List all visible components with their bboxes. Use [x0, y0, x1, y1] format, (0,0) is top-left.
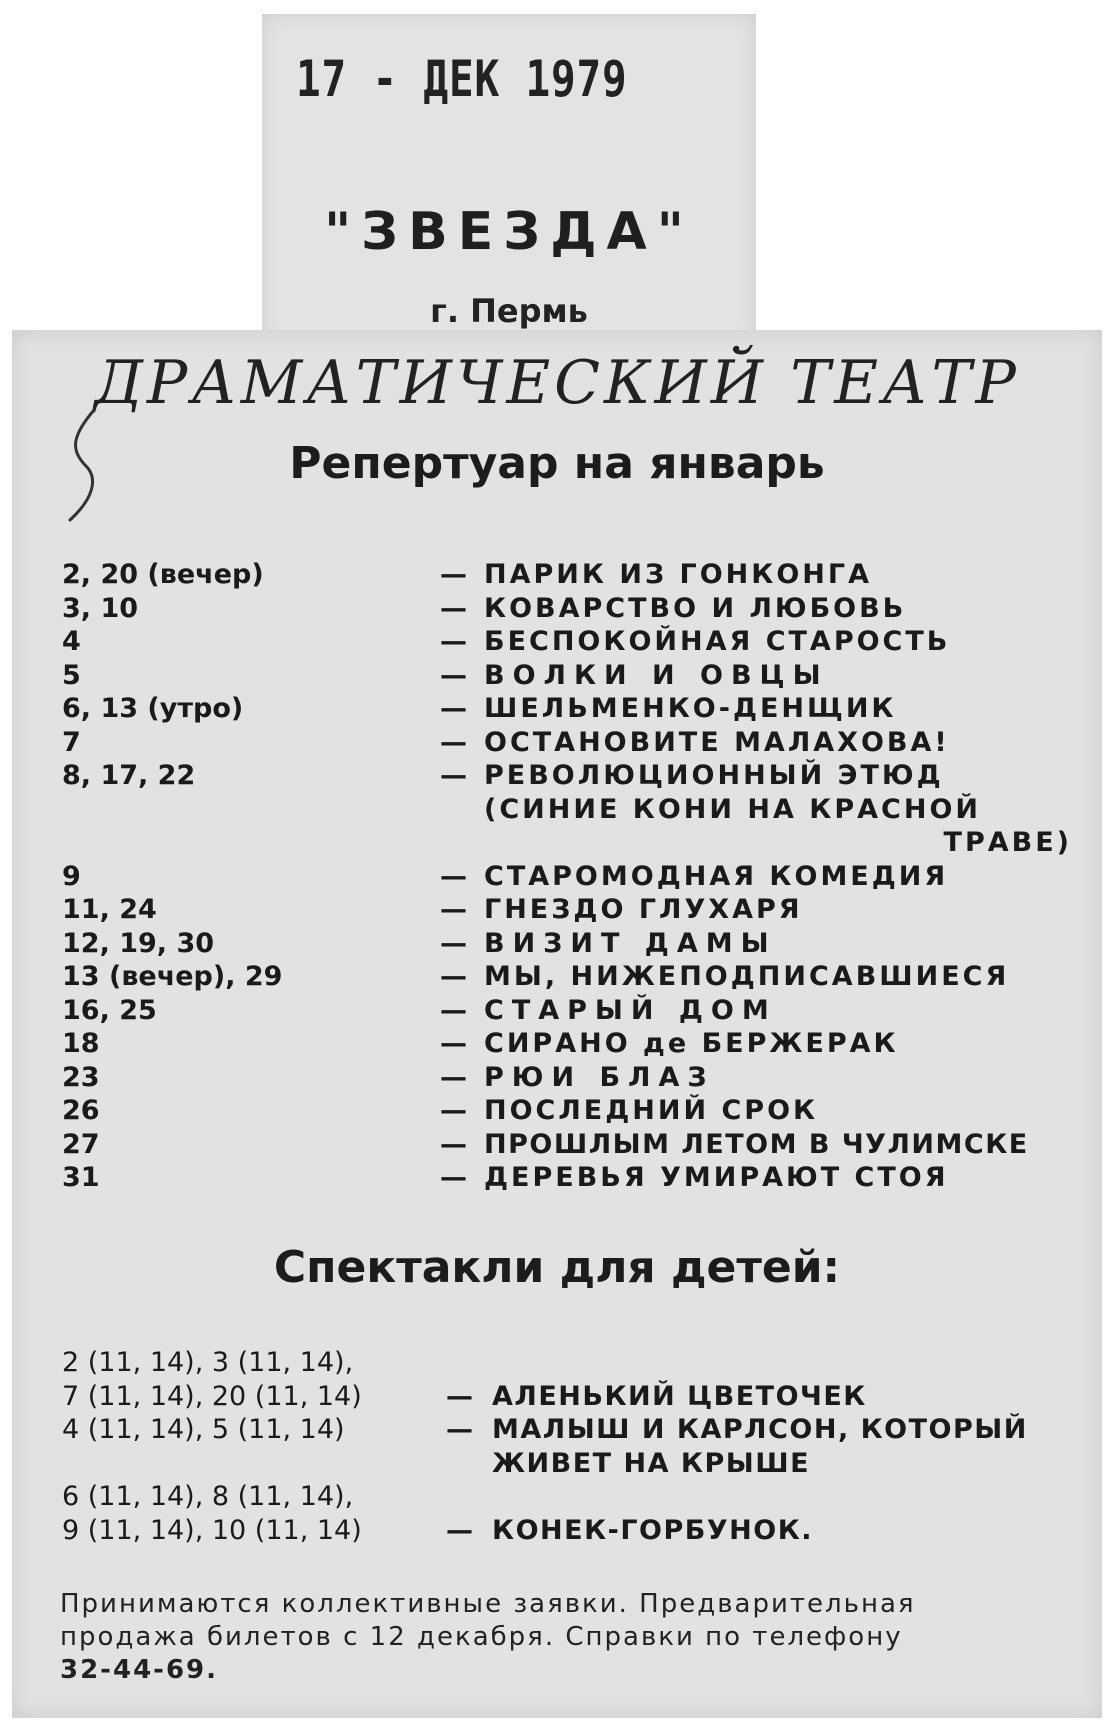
theatre-name: ДРАМАТИЧЕСКИЙ ТЕАТР — [94, 348, 1020, 418]
dash: — — [440, 559, 467, 590]
list-item — [52, 1161, 1072, 1195]
list-item — [52, 1027, 1072, 1061]
theatre-clipping — [12, 330, 1102, 1718]
children-title: Спектакли для детей: — [273, 1242, 841, 1293]
dash: — — [440, 693, 467, 724]
notice-line: Принимаются коллективные заявки. Предварительная — [60, 1589, 916, 1619]
dash: — — [440, 860, 467, 892]
dash: — — [440, 1061, 467, 1093]
list-item — [52, 1514, 1072, 1548]
children-performances-list — [52, 1346, 1072, 1547]
performance-dates: 11, 24 — [62, 894, 157, 925]
list-item — [52, 793, 1072, 827]
dash: — — [440, 659, 467, 691]
play-title-continued: ТРАВЕ) — [943, 827, 1072, 858]
list-item — [52, 625, 1072, 659]
performance-dates: 6 (11, 14), 8 (11, 14), — [62, 1481, 354, 1512]
performance-dates: 2, 20 (вечер) — [62, 559, 264, 590]
play-title: РЕВОЛЮЦИОННЫЙ ЭТЮД — [484, 760, 944, 791]
performance-dates: 5 — [62, 659, 81, 691]
list-item — [52, 860, 1072, 894]
dash: — — [440, 961, 467, 992]
dash: — — [440, 1028, 467, 1059]
performance-dates: 7 — [62, 726, 81, 758]
list-item — [52, 927, 1072, 961]
play-title: СИРАНО де БЕРЖЕРАК — [484, 1028, 899, 1059]
dash: — — [440, 1128, 467, 1160]
list-item — [52, 558, 1072, 592]
list-item — [52, 893, 1072, 927]
play-title-continued: ЖИВЕТ НА КРЫШЕ — [492, 1447, 811, 1479]
list-item — [52, 692, 1072, 726]
performance-dates: 27 — [62, 1128, 100, 1160]
newspaper-stamp — [262, 14, 756, 346]
performance-dates: 9 (11, 14), 10 (11, 14) — [62, 1514, 362, 1546]
list-item — [52, 759, 1072, 793]
dash: — — [446, 1414, 473, 1445]
dash: — — [440, 1095, 467, 1126]
stamp-newspaper-name: "ЗВЕЗДА" — [324, 202, 694, 262]
performance-dates: 12, 19, 30 — [62, 927, 215, 959]
play-title: ПАРИК ИЗ ГОНКОНГА — [484, 559, 872, 590]
list-item — [52, 1413, 1072, 1447]
list-item — [52, 1346, 1072, 1380]
play-title: РЮИ БЛАЗ — [484, 1061, 715, 1093]
play-title: ВОЛКИ И ОВЦЫ — [484, 659, 829, 691]
stamp-city: г. Пермь — [430, 292, 588, 330]
play-title: ПОСЛЕДНИЙ СРОК — [484, 1095, 819, 1126]
play-title: ОСТАНОВИТЕ МАЛАХОВА! — [484, 726, 950, 758]
play-title: КОНЕК-ГОРБУНОК. — [492, 1514, 814, 1546]
list-item — [52, 1447, 1072, 1481]
performance-dates: 23 — [62, 1061, 100, 1093]
performance-dates: 18 — [62, 1028, 100, 1059]
performance-dates: 4 (11, 14), 5 (11, 14) — [62, 1414, 345, 1445]
list-item — [52, 659, 1072, 693]
dash: — — [440, 626, 467, 657]
performance-dates: 2 (11, 14), 3 (11, 14), — [62, 1347, 354, 1378]
list-item — [52, 726, 1072, 760]
ticket-notice — [60, 1588, 1070, 1687]
repertoire-list — [52, 558, 1072, 1195]
play-title: ПРОШЛЫМ ЛЕТОМ В ЧУЛИМСКЕ — [484, 1128, 1029, 1160]
performance-dates: 8, 17, 22 — [62, 760, 196, 791]
play-title: СТАРОМОДНАЯ КОМЕДИЯ — [484, 860, 949, 892]
performance-dates: 16, 25 — [62, 994, 157, 1026]
notice-line: продажа билетов с 12 декабря. Справки по телефону — [60, 1622, 903, 1652]
play-title: ШЕЛЬМЕНКО-ДЕНЩИК — [484, 693, 897, 724]
list-item — [52, 826, 1072, 860]
performance-dates: 31 — [62, 1162, 100, 1193]
stamp-date: 17 - ДЕК 1979 — [296, 50, 628, 108]
list-item — [52, 1380, 1072, 1414]
performance-dates: 26 — [62, 1095, 100, 1126]
list-item — [52, 1061, 1072, 1095]
play-title: МЫ, НИЖЕПОДПИСАВШИЕСЯ — [484, 961, 1010, 992]
dash: — — [440, 994, 467, 1026]
list-item — [52, 1480, 1072, 1514]
play-title: МАЛЫШ И КАРЛСОН, КОТОРЫЙ — [492, 1414, 1028, 1445]
dash: — — [440, 726, 467, 758]
list-item — [52, 592, 1072, 626]
performance-dates: 6, 13 (утро) — [62, 693, 244, 724]
list-item — [52, 1128, 1072, 1162]
repertoire-title: Репертуар на январь — [289, 438, 825, 489]
dash: — — [440, 894, 467, 925]
performance-dates: 3, 10 — [62, 592, 139, 624]
play-title: БЕСПОКОЙНАЯ СТАРОСТЬ — [484, 626, 951, 657]
play-title: СТАРЫЙ ДОМ — [484, 994, 777, 1026]
list-item — [52, 994, 1072, 1028]
dash: — — [440, 760, 467, 791]
play-title: ДЕРЕВЬЯ УМИРАЮТ СТОЯ — [484, 1162, 949, 1193]
dash: — — [440, 592, 467, 624]
play-title: КОВАРСТВО И ЛЮБОВЬ — [484, 592, 907, 624]
dash: — — [440, 927, 467, 959]
play-title: ВИЗИТ ДАМЫ — [484, 927, 777, 959]
dash: — — [446, 1514, 473, 1546]
performance-dates: 4 — [62, 626, 81, 657]
play-title: ГНЕЗДО ГЛУХАРЯ — [484, 894, 803, 925]
phone-number: 32-44-69. — [60, 1655, 219, 1685]
dash: — — [440, 1162, 467, 1193]
performance-dates: 7 (11, 14), 20 (11, 14) — [62, 1380, 362, 1412]
performance-dates: 13 (вечер), 29 — [62, 961, 283, 992]
list-item — [52, 960, 1072, 994]
play-title-continued: (СИНИЕ КОНИ НА КРАСНОЙ — [484, 793, 982, 825]
play-title: АЛЕНЬКИЙ ЦВЕТОЧЕК — [492, 1380, 867, 1412]
dash: — — [446, 1380, 473, 1412]
list-item — [52, 1094, 1072, 1128]
performance-dates: 9 — [62, 860, 81, 892]
